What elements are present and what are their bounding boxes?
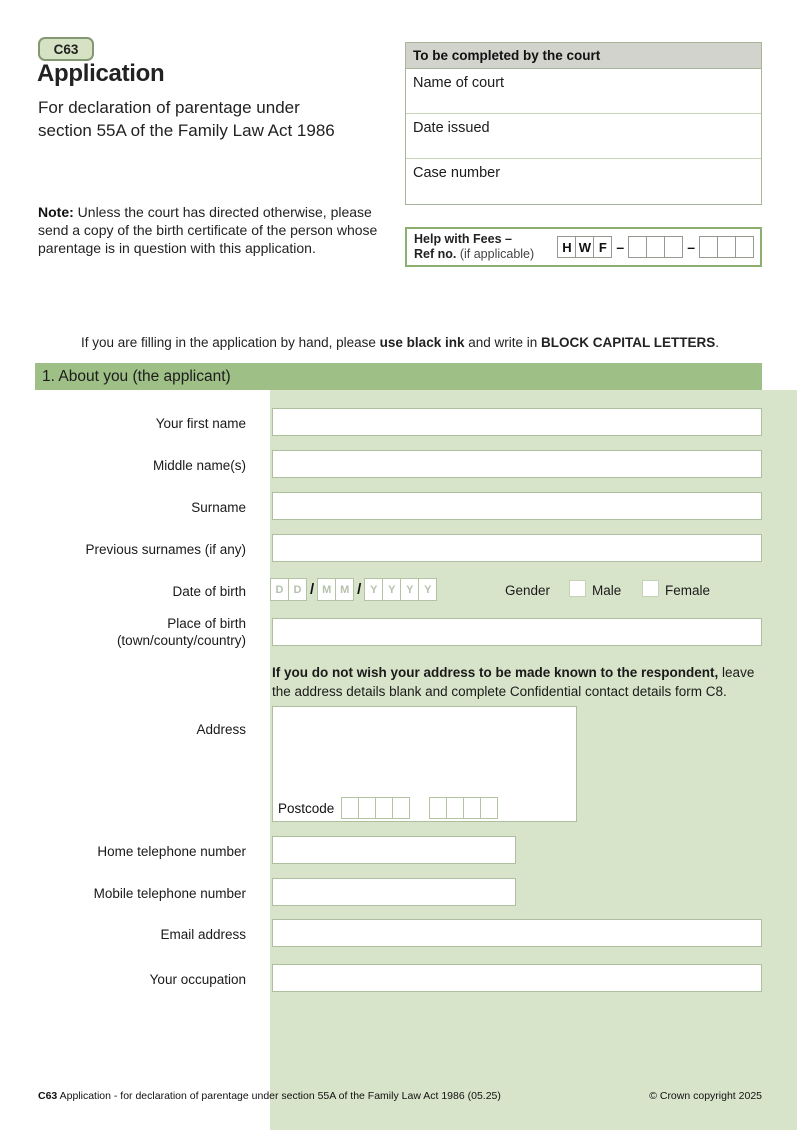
case-number-field[interactable]: Case number: [406, 159, 761, 204]
form-subtitle-line1: For declaration of parentage under: [38, 98, 300, 117]
address-input[interactable]: [272, 706, 577, 822]
gender-male-label: Male: [592, 583, 622, 598]
instruction-text: If you are filling in the application by hand, please: [80, 335, 380, 350]
dob-year-cell[interactable]: Y: [364, 578, 383, 601]
hwf-reference-cells: [557, 236, 754, 258]
postcode-cell[interactable]: [480, 797, 498, 819]
handwriting-instruction: [0, 335, 800, 350]
dob-day-cell[interactable]: D: [270, 578, 289, 601]
fees-ref-label: Ref no.: [414, 247, 457, 261]
postcode-inward-cells[interactable]: [429, 797, 498, 819]
mobile-phone-input[interactable]: [272, 878, 516, 906]
date-issued-field[interactable]: Date issued: [406, 114, 761, 159]
dob-day-cell[interactable]: D: [288, 578, 307, 601]
hwf-dash: –: [687, 239, 695, 255]
postcode-cell[interactable]: [429, 797, 447, 819]
previous-surnames-label: Previous surnames (if any): [85, 542, 246, 557]
hwf-prefix-cell: H: [557, 236, 576, 258]
court-use-table: [405, 42, 762, 205]
postcode-cell[interactable]: [358, 797, 376, 819]
dob-separator: /: [310, 581, 315, 598]
address-confidentiality-note: [272, 663, 774, 701]
email-label: Email address: [160, 927, 246, 942]
court-table-header: To be completed by the court: [406, 43, 761, 69]
postcode-cell[interactable]: [463, 797, 481, 819]
footer-form-text: Application - for declaration of parentage under section 55A of the Family Law Act 1986 (05.25): [57, 1090, 501, 1102]
dob-year-cell[interactable]: Y: [382, 578, 401, 601]
dob-label: Date of birth: [172, 584, 246, 599]
fees-ref-suffix: (if applicable): [456, 247, 535, 261]
postcode-cell[interactable]: [341, 797, 359, 819]
hwf-ref-cell[interactable]: [664, 236, 683, 258]
hwf-ref-cell[interactable]: [628, 236, 647, 258]
dob-year-group[interactable]: [364, 578, 437, 601]
dob-year-cell[interactable]: Y: [418, 578, 437, 601]
instruction-bold-capitals: BLOCK CAPITAL LETTERS: [541, 335, 716, 350]
instruction-text: and write in: [464, 335, 542, 350]
dob-month-group[interactable]: [317, 578, 354, 601]
name-of-court-field[interactable]: Name of court: [406, 69, 761, 114]
occupation-input[interactable]: [272, 964, 762, 992]
instruction-bold-black-ink: use black ink: [379, 335, 465, 350]
dob-input-row: [270, 578, 437, 601]
footer-form-code: C63: [38, 1090, 58, 1102]
instruction-text: .: [715, 335, 720, 350]
hwf-prefix-cell: F: [593, 236, 612, 258]
form-code-badge: C63: [38, 37, 94, 61]
form-subtitle-line2: section 55A of the Family Law Act 1986: [38, 121, 335, 140]
place-of-birth-input[interactable]: [272, 618, 762, 646]
hwf-ref-cell[interactable]: [699, 236, 718, 258]
dob-separator: /: [357, 581, 362, 598]
postcode-cell[interactable]: [375, 797, 393, 819]
hwf-dash: –: [616, 239, 625, 255]
note-label: Note:: [38, 204, 74, 220]
place-of-birth-label-line1: Place of birth: [167, 616, 246, 631]
place-of-birth-label-line2: (town/county/country): [116, 633, 246, 648]
first-name-label: Your first name: [155, 416, 246, 431]
footer-form-reference: [38, 1090, 501, 1102]
email-input[interactable]: [272, 919, 762, 947]
fees-title: Help with Fees –: [414, 232, 512, 246]
footer-copyright: © Crown copyright 2025: [649, 1090, 762, 1102]
place-of-birth-label: [0, 615, 246, 649]
dob-day-group[interactable]: [270, 578, 307, 601]
dob-year-cell[interactable]: Y: [400, 578, 419, 601]
occupation-label: Your occupation: [149, 972, 246, 987]
middle-name-label: Middle name(s): [152, 458, 246, 473]
hwf-prefix-group: [557, 236, 612, 258]
home-phone-label: Home telephone number: [97, 844, 246, 859]
hwf-ref-group-2[interactable]: [699, 236, 754, 258]
hwf-ref-cell[interactable]: [735, 236, 754, 258]
dob-month-cell[interactable]: M: [317, 578, 336, 601]
postcode-outward-cells[interactable]: [341, 797, 410, 819]
hwf-prefix-cell: W: [575, 236, 594, 258]
postcode-cell[interactable]: [392, 797, 410, 819]
surname-input[interactable]: [272, 492, 762, 520]
hwf-ref-cell[interactable]: [646, 236, 665, 258]
gender-male-checkbox[interactable]: [569, 580, 586, 597]
postcode-cell[interactable]: [446, 797, 464, 819]
dob-month-cell[interactable]: M: [335, 578, 354, 601]
first-name-input[interactable]: [272, 408, 762, 436]
home-phone-input[interactable]: [272, 836, 516, 864]
mobile-phone-label: Mobile telephone number: [93, 886, 246, 901]
form-title: Application: [37, 60, 165, 87]
help-with-fees-box: [405, 227, 762, 267]
note-paragraph: [38, 203, 378, 257]
gender-female-label: Female: [665, 583, 711, 598]
address-note-rest: leave the address details blank and complete Confidential contact details form C8.: [272, 665, 755, 699]
gender-female-checkbox[interactable]: [642, 580, 659, 597]
note-body: Unless the court has directed otherwise, please send a copy of the birth certificate of the person whose parentage is in question with this application.: [38, 204, 378, 256]
form-subtitle: [38, 96, 335, 142]
help-with-fees-label: [414, 232, 534, 262]
hwf-ref-cell[interactable]: [717, 236, 736, 258]
postcode-label: Postcode: [278, 801, 335, 816]
gender-label: Gender: [505, 583, 551, 598]
middle-name-input[interactable]: [272, 450, 762, 478]
surname-label: Surname: [191, 500, 246, 515]
address-note-bold: If you do not wish your address to be made known to the respondent,: [272, 665, 719, 680]
address-label: Address: [196, 722, 246, 737]
hwf-ref-group-1[interactable]: [628, 236, 683, 258]
previous-surnames-input[interactable]: [272, 534, 762, 562]
section1-header: 1. About you (the applicant): [35, 363, 762, 390]
